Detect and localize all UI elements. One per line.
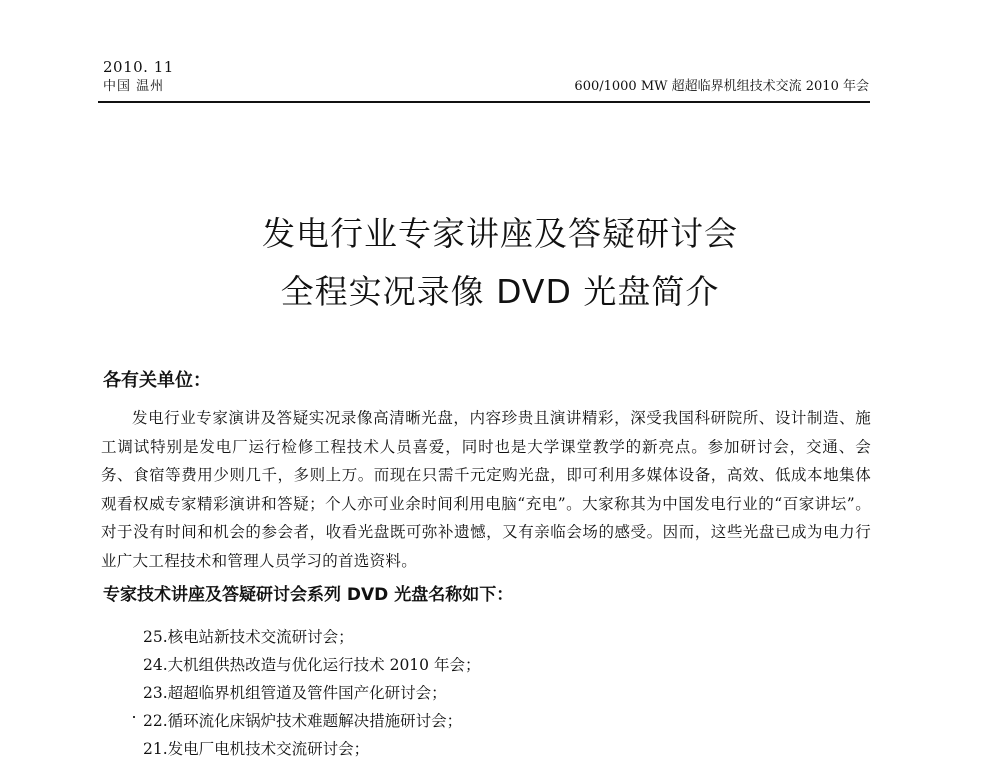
title-line-1: 发电行业专家讲座及答疑研讨会 [262, 214, 738, 253]
document-title [0, 205, 1000, 321]
scan-speck [133, 716, 135, 718]
dvd-title-list [143, 623, 480, 763]
list-item: 22.循环流化床锅炉技术难题解决措施研讨会； [143, 712, 463, 730]
list-item: 25.核电站新技术交流研讨会； [143, 628, 354, 646]
header-location: 中国 温州 [103, 79, 165, 94]
header-conference-name: 600/1000 MW 超超临界机组技术交流 2010 年会 [574, 79, 869, 94]
dvd-list-heading: 专家技术讲座及答疑研讨会系列 DVD 光盘名称如下： [103, 585, 514, 605]
header-date: 2010. 11 [103, 58, 174, 76]
list-item: 23.超超临界机组管道及管件国产化研讨会； [143, 684, 447, 702]
page-header [103, 58, 869, 96]
intro-paragraph: 发电行业专家演讲及答疑实况录像高清晰光盘，内容珍贵且演讲精彩，深受我国科研院所、设计制造、施工调试特别是发电厂运行检修工程技术人员喜爱，同时也是大学课堂教学的新亮点。参加研讨会，交通、会务、食宿等费用少则几千，多则上万。而现在只需千元定购光盘，即可利用多媒体设备，高效、低成本地集体观看权威专家精彩演讲和答疑；个人亦可业余时间利用电脑“充电”。大家称其为中国发电行业的“百家讲坛”。对于没有时间和机会的参会者，收看光盘既可弥补遗憾，又有亲临会场的感受。因而，这些光盘已成为电力行业广大工程技术和管理人员学习的首选资料。 [101, 409, 871, 570]
salutation: 各有关单位： [103, 370, 211, 391]
header-divider [98, 101, 870, 103]
list-item: 21.发电厂电机技术交流研讨会； [143, 740, 370, 758]
list-item: 24.大机组供热改造与优化运行技术 2010 年会； [143, 656, 481, 674]
header-row [103, 78, 869, 96]
title-line-2: 全程实况录像 DVD 光盘简介 [280, 272, 720, 311]
